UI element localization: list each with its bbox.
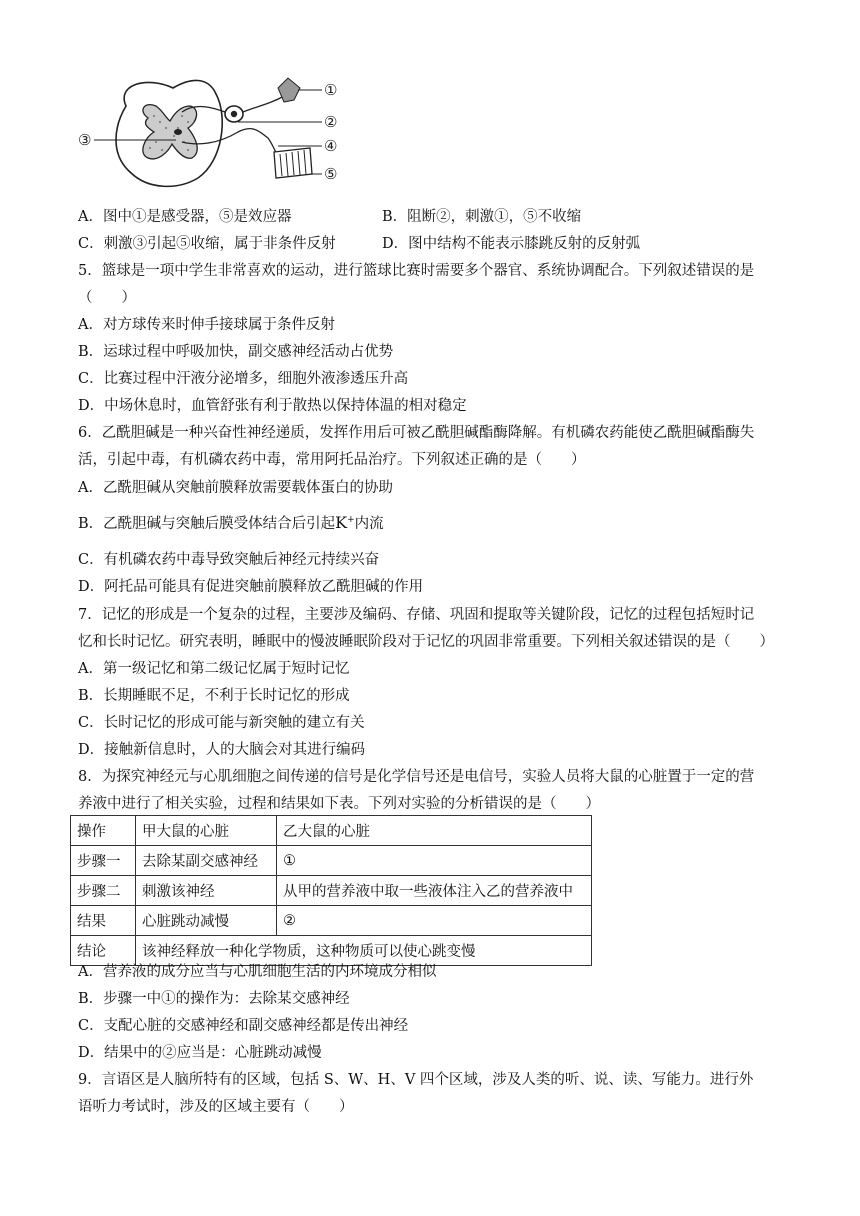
table-row xyxy=(71,876,592,906)
receptor xyxy=(278,78,300,102)
q6-option-b-ion: K xyxy=(335,513,348,532)
q6-option-b-charge: + xyxy=(347,515,355,526)
q9-stem-line2: 语听力考试时，涉及的区域主要有（ ） xyxy=(78,1099,354,1115)
q5-option-a: A．对方球传来时伸手接球属于条件反射 xyxy=(78,317,335,333)
effector xyxy=(274,148,312,178)
q6-option-b-suffix: 内流 xyxy=(354,516,384,532)
table-cell: 步骤一 xyxy=(71,846,136,876)
q7-option-c: C．长时记忆的形成可能与新突触的建立有关 xyxy=(78,715,365,731)
label-4: ④ xyxy=(324,137,338,155)
q6-option-c: C．有机磷农药中毒导致突触后神经元持续兴奋 xyxy=(78,552,380,568)
q4-option-b: B．阻断②，刺激①，⑤不收缩 xyxy=(382,209,582,225)
table-cell: 从甲的营养液中取一些液体注入乙的营养液中 xyxy=(277,876,592,906)
q8-stem-line2: 养液中进行了相关实验，过程和结果如下表。下列对实验的分析错误的是（ ） xyxy=(78,796,600,812)
q7-option-a: A．第一级记忆和第二级记忆属于短时记忆 xyxy=(78,661,350,677)
q6-option-d: D．阿托品可能具有促进突触前膜释放乙酰胆碱的作用 xyxy=(78,579,424,595)
q8-option-b: B．步骤一中①的操作为：去除某交感神经 xyxy=(78,991,350,1007)
table-cell: 结论 xyxy=(71,936,136,966)
table-cell: 去除某副交感神经 xyxy=(136,846,277,876)
q4-option-c: C．刺激③引起⑤收缩，属于非条件反射 xyxy=(78,236,336,252)
q7-option-d: D．接触新信息时，人的大脑会对其进行编码 xyxy=(78,742,366,758)
q8-option-c: C．支配心脏的交感神经和副交感神经都是传出神经 xyxy=(78,1018,409,1034)
experiment-table xyxy=(70,815,592,966)
label-3: ③ xyxy=(78,131,92,149)
table-cell: 结果 xyxy=(71,906,136,936)
q6-option-b-text: B．乙酰胆碱与突触后膜受体结合后引起 xyxy=(78,516,336,532)
q9-stem-line1: 9．言语区是人脑所特有的区域，包括 S、W、H、V 四个区域，涉及人类的听、说、读、写能力。进行外 xyxy=(78,1072,754,1088)
table-cell: ① xyxy=(277,846,592,876)
table-row xyxy=(71,906,592,936)
label-2: ② xyxy=(324,113,338,131)
q7-option-b: B．长期睡眠不足，不利于长时记忆的形成 xyxy=(78,688,350,704)
q5-option-d: D．中场休息时，血管舒张有利于散热以保持体温的相对稳定 xyxy=(78,398,467,414)
table-cell: 该神经释放一种化学物质，这种物质可以使心跳变慢 xyxy=(136,936,592,966)
label-1: ① xyxy=(324,81,338,99)
table-cell: 刺激该神经 xyxy=(136,876,277,906)
reflex-arc-diagram xyxy=(78,66,358,196)
label-5: ⑤ xyxy=(324,165,338,183)
table-cell: 步骤二 xyxy=(71,876,136,906)
q6-stem-line2: 活，引起中毒，有机磷农药中毒，常用阿托品治疗。下列叙述正确的是（ ） xyxy=(78,452,586,468)
q4-option-a: A．图中①是感受器，⑤是效应器 xyxy=(78,209,292,225)
q5-stem-line1: 5．篮球是一项中学生非常喜欢的运动，进行篮球比赛时需要多个器官、系统协调配合。下列叙述错误的是 xyxy=(78,263,755,279)
table-row xyxy=(71,846,592,876)
q6-option-a: A．乙酰胆碱从突触前膜释放需要载体蛋白的协助 xyxy=(78,480,393,496)
q5-stem-line2: （ ） xyxy=(78,290,136,306)
q8-option-a: A．营养液的成分应当与心肌细胞生活的内环境成分相似 xyxy=(78,964,437,980)
table-cell: 操作 xyxy=(71,816,136,846)
q7-stem-line1: 7．记忆的形成是一个复杂的过程，主要涉及编码、存储、巩固和提取等关键阶段，记忆的过程包括短时记 xyxy=(78,607,755,623)
table-cell: 乙大鼠的心脏 xyxy=(277,816,592,846)
q5-option-b: B．运球过程中呼吸加快，副交感神经活动占优势 xyxy=(78,344,394,360)
table-cell: 心脏跳动减慢 xyxy=(136,906,277,936)
q8-stem-line1: 8．为探究神经元与心肌细胞之间传递的信号是化学信号还是电信号，实验人员将大鼠的心脏置于一定的营 xyxy=(78,769,755,785)
q8-option-d: D．结果中的②应当是：心脏跳动减慢 xyxy=(78,1045,322,1061)
table-header-row xyxy=(71,816,592,846)
table-cell: ② xyxy=(277,906,592,936)
q6-option-b xyxy=(78,512,384,533)
q6-stem-line1: 6．乙酰胆碱是一种兴奋性神经递质，发挥作用后可被乙酰胆碱酯酶降解。有机磷农药能使乙酰胆碱酯酶失 xyxy=(78,425,755,441)
q7-stem-line2: 忆和长时记忆。研究表明，睡眠中的慢波睡眠阶段对于记忆的巩固非常重要。下列相关叙述错误的是（ ） xyxy=(78,634,774,650)
q4-option-d: D．图中结构不能表示膝跳反射的反射弧 xyxy=(382,236,641,252)
interneuron xyxy=(174,129,182,135)
q5-option-c: C．比赛过程中汗液分泌增多，细胞外液渗透压升高 xyxy=(78,371,409,387)
table-cell: 甲大鼠的心脏 xyxy=(136,816,277,846)
